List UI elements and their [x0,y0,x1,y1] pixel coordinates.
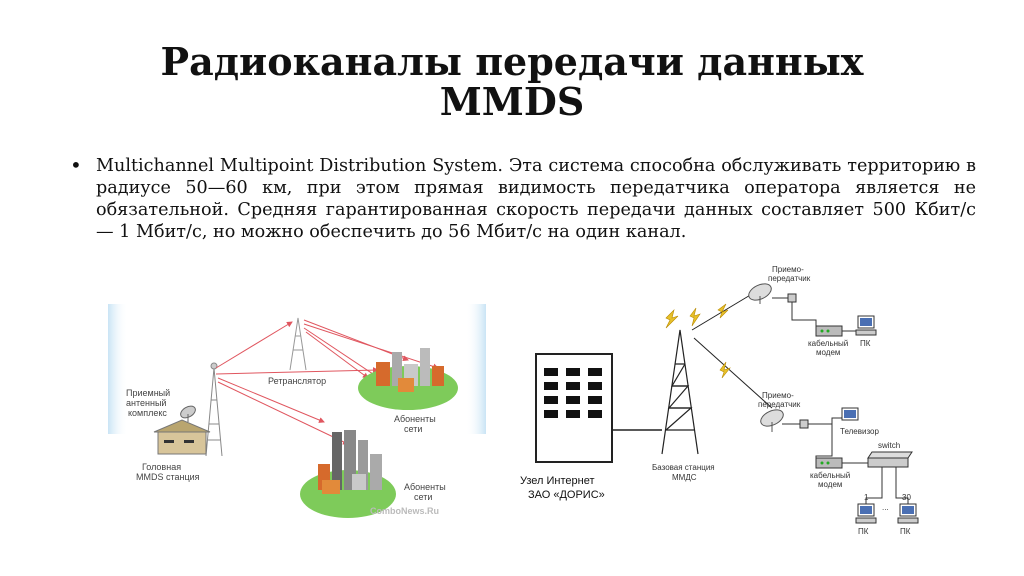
mmds-internet-diagram [516,258,936,540]
label-transceiver-top-1: Приемо- [772,265,804,274]
subscriber-cluster-top [358,348,458,410]
pc-bottom-right-icon [898,504,918,523]
head-station-tower [206,368,222,456]
bullet-text: Multichannel Multipoint Distribution System. Эта система способна обслуживать территорию в радиусе 50—60 км, при этом прямая видимость передатчика оператора является не обязательной. Средняя гарантированная скорость передачи данных составляет 500 Кбит/с — 1 Мбит/с, но можно обеспечить до 56 Мбит/с на один канал. [96,156,976,242]
internet-node-building [536,354,612,462]
label-switch: switch [878,441,901,450]
label-transceiver-bottom-1: Приемо- [762,391,794,400]
label-internet-node-1: Узел Интернет [520,475,595,487]
mmds-network-illustration [108,304,486,526]
label-pc-num-1: 1 [864,493,869,502]
transceiver-bottom-dish-icon [758,407,786,432]
label-cable-modem-bottom-2: модем [818,480,843,489]
label-tv: Телевизор [840,427,879,436]
cable-modem-top-icon [816,326,842,336]
label-transceiver-bottom-2: передатчик [758,400,801,409]
satellite-dish-icon [179,404,198,422]
lightning-icon [666,308,700,328]
label-subscribers-top-1: Абоненты [394,414,436,424]
label-subscribers-bottom-1: Абоненты [404,482,446,492]
label-subscribers-top-2: сети [404,424,423,434]
switch-icon [868,452,912,467]
modem-cable [816,424,832,462]
watermark: ComboNews.Ru [370,506,440,516]
radio-links [692,294,772,408]
pc-top-icon [856,316,876,335]
subscriber-cluster-bottom [300,430,396,518]
label-receiving-complex-2: антенный [126,398,167,408]
slide-title [0,39,1024,124]
tv-cable [816,418,842,424]
label-pc-bottom-right: ПК [900,527,911,536]
label-cable-modem-top-1: кабельный [808,339,849,348]
label-base-station-1: Базовая станция [652,463,715,472]
label-head-station-1: Головная [142,462,182,472]
pc-bottom-left-icon [856,504,876,523]
right-sky-panel [466,304,486,434]
label-repeater: Ретранслятор [268,376,327,386]
label-internet-node-2: ЗАО «ДОРИС» [528,489,605,501]
title-line-1: Радиоканалы передачи данных [160,39,864,84]
label-pc-num-30: 30 [902,493,911,502]
label-cable-modem-top-2: модем [816,348,841,357]
top-cable [772,298,816,330]
label-receiving-complex-1: Приемный [126,388,171,398]
label-receiving-complex-3: комплекс [128,408,167,418]
bottom-cable-connector [800,420,808,428]
top-cable-connector [788,294,796,302]
label-pc-bottom-left: ПК [858,527,869,536]
left-sky-panel [108,304,128,434]
cable-modem-bottom-icon [816,458,842,468]
tv-icon [842,408,858,420]
title-line-2: MMDS [439,79,585,124]
label-pc-top: ПК [860,339,871,348]
repeater-tower [290,318,306,370]
label-ellipsis: ... [882,503,889,512]
head-station-building [154,420,210,454]
label-head-station-2: MMDS станция [136,472,200,482]
label-subscribers-bottom-2: сети [414,492,433,502]
bullet-icon: • [70,153,82,177]
label-base-station-2: ММДС [672,473,697,482]
label-transceiver-top-2: передатчик [768,274,811,283]
link-lightning-icons [718,304,730,378]
transceiver-top-dish-icon [746,281,774,304]
label-cable-modem-bottom-1: кабельный [810,471,851,480]
base-station-tower [662,330,698,454]
